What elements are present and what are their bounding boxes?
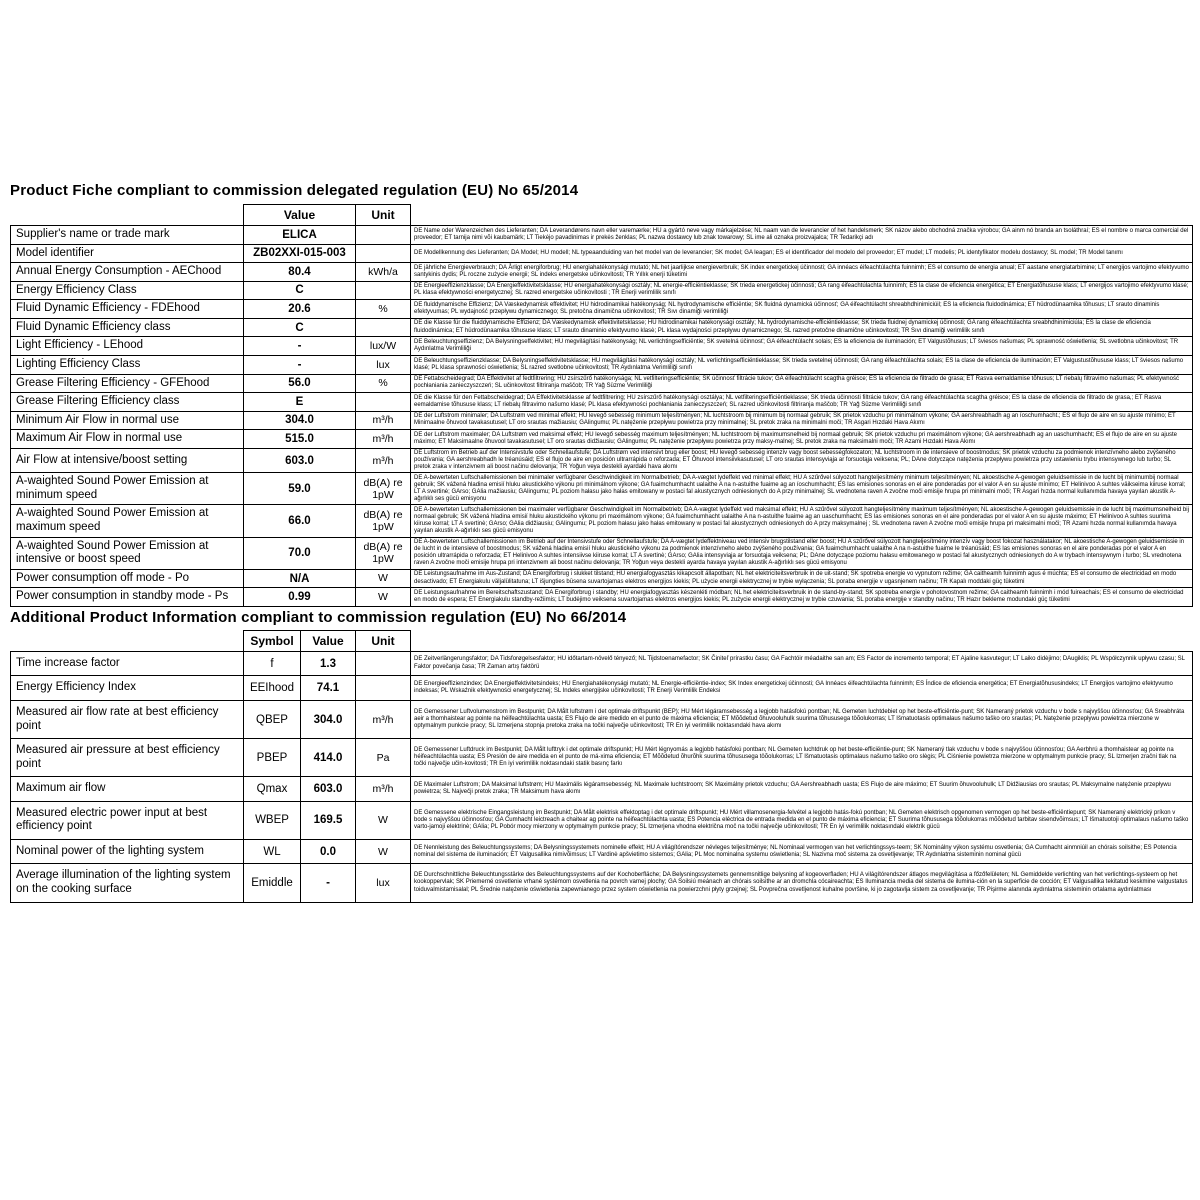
fiche-table	[10, 204, 1193, 607]
table-row	[11, 777, 1193, 802]
column-header-unit: Unit	[356, 630, 411, 651]
row-description: DE Modellkennung des Lieferanten; DA Model; HU modell; NL typeaanduiding van het model van de leverancier; SK model; GA leagan; ES el identificador del modelo del proveedor; ET mudel; LT modelis; PL identyfikator modelu dostawcy; SL model; TR Model tanımı	[411, 244, 1193, 263]
row-value: -	[244, 355, 356, 374]
table-row	[11, 281, 1193, 300]
row-value: 603.0	[244, 448, 356, 473]
row-unit: dB(A) re 1pW	[356, 473, 411, 505]
row-label: Energy Efficiency Index	[11, 676, 244, 701]
row-label: A-waighted Sound Power Emission at minimum speed	[11, 473, 244, 505]
table-row	[11, 244, 1193, 263]
row-value: 80.4	[244, 263, 356, 282]
table-row	[11, 588, 1193, 607]
additional-info-title: Additional Product Information compliant to commission regulation (EU) No 66/2014	[10, 608, 627, 626]
table-row	[11, 263, 1193, 282]
row-description: DE fluiddynamische Effizienz; DA Væskedynamisk effektivitet; HU hidrodinamikai hatékonyság; NL hydrodynamische efficiëntie; SK fluidná dynamická účinnosť; GA éifeachtúlacht shreabhdhinimiciúil; ES la eficiencia fluidodinámica; ET hüdrodünaamika tõhusus; LT srauto dinaminis efektyvumas; PL wydajność przepływu dynamicznego; SL pretočna dinamična učinkovitost; TR Sıvı dinamiği verimliliği	[411, 300, 1193, 319]
row-label: Grease Filtering Efficiency class	[11, 393, 244, 412]
row-value: 304.0	[244, 411, 356, 430]
table-row	[11, 801, 1193, 839]
row-label: Measured air flow rate at best efficiency point	[11, 700, 244, 738]
row-unit: lux	[356, 355, 411, 374]
row-label: A-waighted Sound Power Emission at maximum speed	[11, 505, 244, 537]
row-unit	[356, 226, 411, 245]
row-value: 414.0	[301, 739, 356, 777]
table-row	[11, 374, 1193, 393]
row-label: Grease Filtering Efficiency - GFEhood	[11, 374, 244, 393]
row-description: DE A-bewerteten Luftschallemissionen im Betrieb auf der Intensivstufe oder Schnellaufstufe; DA A-vægtet lydeffektniveau ved intensiv brugstilstand eller boost; HU A szűrővel súlyozott hangteljesítmény intenzív vagy boost fokozat használatakor; NL akoestische A-gewogen geluidsemissie in de lucht in de intensieve of boostmodus; SK vážená hladina emisií hluku akustického výkonu za podmienok intenzívneho alebo zvýšeného používania; GA fuaimchumhacht ualaithe A na n-astuithe fuaime le tréanúsáid; ES las emisiones sonoras en el aire ponderadas por el valor A en posición ultrarrápida o reforzada; ET Helinivoo A suhtes intensiivse kiiruse korral; LT A svertinė; GArso; GAlia intensyviąja ar forsuotąja veiksena; PL; DAne dotyczące poziomu hałasu emitowanego w postaci fal akustycznych odniesionych do A w trybach intensywnym i turbo; SL vrednotena raven A zvočne moči emisije hrupa pri intenzivnem ali boost načinu delovanja; TR Yoğun veya destekli ayarda havaya yayılan akustik A-ağırlıklı ses gücü emisyonu	[411, 537, 1193, 569]
row-unit: kWh/a	[356, 263, 411, 282]
row-label: Air Flow at intensive/boost setting	[11, 448, 244, 473]
row-label: Fluid Dynamic Efficiency class	[11, 318, 244, 337]
row-unit: dB(A) re 1pW	[356, 537, 411, 569]
row-unit: W	[356, 801, 411, 839]
row-description: DE der Luftstrom maximaler; DA Luftstrøm ved maksimal effekt; HU levegő sebesség maximum teljesítményen; NL luchtstroom bij maximumsnelheid bij normaal gebruik; SK prietok vzduchu pri maximálnom výkone; GA aershreabhadh ag an uaschumhacht; ES el flujo de aire en su ajuste máximo; ET Maksimaalne õhuvool tavakasutusel; LT oro srautas didžiausiu; GAlingumu; PL natężenie przepływu powietrza przy maksy-malnej; SL pretok zraka na maksimalni moči; TR Azami Hızdaki Hava Akımı	[411, 430, 1193, 449]
row-value: 20.6	[244, 300, 356, 319]
fiche-table-header-row	[11, 205, 1193, 226]
table-row	[11, 318, 1193, 337]
row-description: DE Zeitverlängerungsfaktor; DA Tidsforøgelsesfaktor; HU időtartam-növelő tényező; NL Tijdstoenamefactor; SK Činiteľ prírastku času; GA Fachtóir méadaithe san am; ES Factor de incremento temporal; ET Ajaline kasvutegur; LT Laiko didėjimo; DAugiklis; PL Współczynnik upływu czasu; SL Faktor povečanja časa; TR Zaman artış faktörü	[411, 651, 1193, 676]
row-description: DE die Klasse für den Fettabscheidegrad; DA Effektivitetsklasse af fedtfiltrering; HU zsírszűrő hatékonysági osztálya; NL vetfilteringsefficiëntieklasse; SK trieda účinnosti filtrácie tukov; GA rang éifeachtúlachta scagtha gréisce; ES la clase de eficiencia de filtrado de grasa,; ET Rasva eemaldamise tõhususe klass; LT riebalų filtravimo našumo klasė; PL klasa efektywności pochłaniania zanieczyszczeń; SL razred učinkovitosti filtriranja maščob; TR Yağ Süzme Verimliliği sınıfı	[411, 393, 1193, 412]
row-unit: lux	[356, 864, 411, 902]
row-value: 74.1	[301, 676, 356, 701]
row-unit	[356, 244, 411, 263]
table-row	[11, 864, 1193, 902]
row-unit: m³/h	[356, 777, 411, 802]
row-label: Light Efficiency - LEhood	[11, 337, 244, 356]
row-value: 0.0	[301, 839, 356, 864]
row-label: Time increase factor	[11, 651, 244, 676]
row-value: 169.5	[301, 801, 356, 839]
row-description: DE der Luftstrom minimaler; DA Luftstrøm ved minimal effekt; HU levegő sebesség minimum teljesítményen; NL luchtstroom bij minimum bij normaal gebruik; SK prietok vzduchu pri minimálnom výkone; GA aershreabhadh ag an íoschumhacht.; ES el flujo de aire en su ajuste mínimo; ET Minimaalne õhuvool tavakasutusel; LT oro srautas mažiausiu; GAlingumu; PL natężenie przepływu powietrza przy minimalnej; SL pretok zraka na minimalni moči; TR Asgari Hızdaki Hava Akımı	[411, 411, 1193, 430]
row-symbol: WBEP	[244, 801, 301, 839]
row-symbol: PBEP	[244, 739, 301, 777]
row-description: DE Energieeffizienzindex; DA Energieffektivitetsindeks; HU Energiahatékonysági mutató; NL Energie-efficiëntie-index; SK Index energetickej účinnosti; GA Innéacs éifeachtúlachta fuinnimh; ES Índice de eficiencia energética; ET Energiatõhususindeks; LT Energijos vartojimo efektyvumo indeksas; PL Wskaźnik efektywności energetycznej; SL Indeks energijske učinkovitosti; TR Enerji Verimlilik Endeksi	[411, 676, 1193, 701]
row-unit: dB(A) re 1pW	[356, 505, 411, 537]
additional-table-header-row	[11, 630, 1193, 651]
table-row	[11, 473, 1193, 505]
row-description: DE Nennleistung des Beleuchtungssystems; DA Belysningssystemets nominelle effekt; HU A világítórendszer névleges teljesítménye; NL Nominaal vermogen van het verlichtingssys-teem; SK Nominálny výkon systému osvetlenia; GA Cumhacht ainmniúil an chórais soilsithe; ES Potencia nominal del sistema de iluminación; ET Valgusallika nimivõimsus; LT Vardinė apšvietimo sistemos; GAlia; PL Moc nominalna systemu oświetlenia; SL Nazivna moč sistema za osvetljevanje; TR Aydınlatma sisteminin nominal gücü	[411, 839, 1193, 864]
row-description: DE Gemessene elektrische Eingangsleistung im Bestpunkt; DA Målt elektrisk effektoptag i det optimale driftspunkt; HU Mért villamosenergia-felvétel a legjobb hatás-fokú pontban; NL Gemeten elektrisch opgenomen vermogen op het beste-efficiëntiepunt; SK Nameraný elektrický príkon v bode s najvyššou účinnosťou; GA Cumhacht leictreach a chaitear ag pointe na héifeachtúlachta uasta; ES Potencia eléctrica de entrada medida en el punto de máxima eficiencia; ET Suurima tõhususega töõolukorras mõõdetud tarbitav sisendvõimsus; LT Išmatuotoji optimalaus našumo taško varto-jamoji elektrinė; GAlia; PL Pobór mocy mierzony w optymalnym punkcie pracy; SL Izmerjena vhodna električna moč na točki največje učinkovitosti; TR En iyi verimlilik noktasındaki elektrik gücü	[411, 801, 1193, 839]
row-unit	[356, 281, 411, 300]
row-unit: W	[356, 588, 411, 607]
additional-info-table	[10, 630, 1193, 903]
row-description: DE Fettabscheidegrad; DA Effektivitet af fedtfiltrering; HU zsírszűrő hatékonysága; NL vetfilteringsefficiëntie; SK účinnosť filtrácie tukov; GA éifeachtúlacht scagtha gréisce; ES la eficiencia de filtrado de grasa; ET Rasva eemaldamise tõhusus; LT riebalų filtravimo našumas; PL efektywność pochłaniania zanieczyszczeń; SL učinkovitost filtriranja maščob; TR Yağ Süzme Verimliliği	[411, 374, 1193, 393]
row-label: Maximum air flow	[11, 777, 244, 802]
row-unit: m³/h	[356, 700, 411, 738]
table-row	[11, 537, 1193, 569]
row-unit: Pa	[356, 739, 411, 777]
row-label: Fluid Dynamic Efficiency - FDEhood	[11, 300, 244, 319]
row-symbol: Qmax	[244, 777, 301, 802]
row-label: Power consumption off mode - Po	[11, 569, 244, 588]
row-description: DE Energieeffizienzklasse; DA Energieffektivitetsklasse; HU energiahatékonysági osztály; NL energie-efficiëntieklasse; SK trieda energetickej účinnosti; GA rang éifeachtúlachta fuinnimh; ES la clase de eficiencia energética; ET Energiatõhususe klass; LT energijos vartojimo efektyvumo klasė; PL klasa efektywności energetycznej; SL razred energetske učinkovitosti ; TR Enerji verimlilik sınıfı	[411, 281, 1193, 300]
header-spacer	[411, 630, 1193, 651]
row-label: Maximum Air Flow in normal use	[11, 430, 244, 449]
row-unit	[356, 676, 411, 701]
row-label: A-waighted Sound Power Emission at intensive or boost speed	[11, 537, 244, 569]
table-row	[11, 393, 1193, 412]
row-value: 603.0	[301, 777, 356, 802]
row-description: DE die Klasse für die fluiddynamische Effizienz; DA Væskedynamisk effektivitetsklasse; HU hidrodinamikai hatékonysági osztály; NL hydrodynamische-efficiëntieklasse; SK trieda fluidnej dynamickej účinnosti; GA rang éifeachtúlachta sreabhdhinimiciúla; ES la clase de eficiencia fluidodinámica; ET hüdrodünaamika tõhususe klass; LT srauto dinaminio efektyvumo klasė; PL klasa wydajności przepływu dynamicznego; SL razred pretočne dinamične učinkovitosti; TR Sıvı dinamiği verimlilik sınıfı	[411, 318, 1193, 337]
column-header-symbol: Symbol	[244, 630, 301, 651]
row-description: DE Leistungsaufnahme im Bereitschaftszustand; DA Energiforbrug i standby; HU energiafogyasztás készenléti módban; NL het elektriciteitsverbruik in de stand-by-stand; SK spotreba energie v pohotovostnom režime; GA caitheamh fuinnimh i mód fuireachais; ES el consumo de electricidad en modo de espera; ET Energiakulu standby-režiimis; LT budėjimo veiksena suvartojamas elektros energijos kiekis; PL zużycie energii elektrycznej w trybie czuwania; SL poraba energije v standby načinu; TR Hazır bekleme modundaki güç tüketimi	[411, 588, 1193, 607]
row-value: 1.3	[301, 651, 356, 676]
row-label: Measured air pressure at best efficiency point	[11, 739, 244, 777]
row-unit: %	[356, 374, 411, 393]
row-description: DE Gemessener Luftdruck im Bestpunkt; DA Målt lufttryk i det optimale driftspunkt; HU Mért légnyomás a legjobb hatásfokú pontban; NL Gemeten luchtdruk op het beste-efficiëntie-punt; SK Nameraný tlak vzduchu v bode s najvyššou účinnosťou; GA Aerbhrú a thomhaistear ag pointe na héifeachtúlachta uasta; ES Presión de aire medida en el punto de má-xima eficiencia; ET Mõõdetud õhurõhk suurima tõhususega töõolukorras; LT Išmatuotasis optimalaus našumo taško oro slėgis; PL Ciśnienie powietrza mierzone w optymalnym punkcie pracy; SL Izmerjen zračni tlak na točki največje učin-kovitosti; TR En iyi verimlilik noktasındaki statik basınç farkı	[411, 739, 1193, 777]
table-row	[11, 430, 1193, 449]
row-unit	[356, 651, 411, 676]
row-value: 70.0	[244, 537, 356, 569]
row-value: -	[301, 864, 356, 902]
row-description: DE Name oder Warenzeichen des Lieferanten; DA Leverandørens navn eller varemærke; HU a gyártó neve vagy márkajelzése; NL naam van de leverancier of het handelsmerk; SK názov alebo obchodná značka výrobcu; GA ainm nó branda an tsoláthraí; ES el nombre o marca comercial del proveedor; ET tarnija nimi või kaubamärk; LT Tiekėjo pavadinimas ir prekės ženklas; PL nazwa dostawcy lub znak towarowy; SL ime ali oznaka proizvajalca; TR Tedarikçi adı	[411, 226, 1193, 245]
row-label: Power consumption in standby mode - Ps	[11, 588, 244, 607]
row-label: Minimum Air Flow in normal use	[11, 411, 244, 430]
row-value: 515.0	[244, 430, 356, 449]
row-value: N/A	[244, 569, 356, 588]
row-unit: %	[356, 300, 411, 319]
row-unit: W	[356, 569, 411, 588]
row-label: Nominal power of the lighting system	[11, 839, 244, 864]
row-unit: lux/W	[356, 337, 411, 356]
table-row	[11, 839, 1193, 864]
row-value: 304.0	[301, 700, 356, 738]
row-description: DE Durchschnittliche Beleuchtungsstärke des Beleuchtungssystems auf der Kochoberfläche; DA Belysningssystemets gennemsnitlige belysning af kogeoverfladen; HU A világítórendszer átlagos megvilágítása a főzőfelületen; NL Gemiddelde verlichting van het verlichtings-systeem op het kookoppervlak; SK Priemerné osvetlenie vrhané systémom osvetlenia na povrch varnej plochy; GA Soilsiú meánach an chórais soilsithe ar an dromchla cócaireachta; ES Iluminancia media del sistema de ilumina-ción en la superficie de cocción; ET Valgusallika tekitatud keskmine valgustatus toiduvalmistamisalal; PL Średnie natężenie oświetlenia zapewnianego przez system oświetlenia na powierzchni płyty grzejnej; SL Povprečna osvetljenost kuhalne površine, ki jo zagotavlja sistem za osvetljevanje; TR Pişirme alanında aydınlatma sisteminin ortalama aydınlatması	[411, 864, 1193, 902]
row-symbol: EEIhood	[244, 676, 301, 701]
table-row	[11, 337, 1193, 356]
row-unit: m³/h	[356, 448, 411, 473]
row-description: DE Maximaler Luftstrom; DA Maksimal luftstrøm; HU Maximális légáramsebesség; NL Maximale luchtstroom; SK Maximálny prietok vzduchu; GA Aershreabhadh uasta; ES Flujo de aire máximo; ET Suurim õhuvooluhulk; LT Didžiausias oro srautas; PL Maksymalne natężenie przepływu powietrza; SL Največji pretok zraka; TR Maksimum hava akımı	[411, 777, 1193, 802]
row-symbol: f	[244, 651, 301, 676]
row-value: 0.99	[244, 588, 356, 607]
table-row	[11, 411, 1193, 430]
row-value: 66.0	[244, 505, 356, 537]
table-row	[11, 300, 1193, 319]
row-description: DE jährliche Energieverbrauch; DA Årligt energiforbrug; HU energiahatékonysági mutató; NL het jaarlijkse energieverbruik; SK index energetickej účinnosti; GA innéacs éifeachtúlachta fuinnimh; ES el consumo de energia anual; ET aastane energiatarbimine; LT energijos vartojimo efektyvumo santykinis dydis; PL roczne zużycie energii; SL indeks energetske učinkovitosti; TR Yıllık enerji tüketimi	[411, 263, 1193, 282]
row-value: 56.0	[244, 374, 356, 393]
row-unit	[356, 393, 411, 412]
row-value: ELICA	[244, 226, 356, 245]
row-value: 59.0	[244, 473, 356, 505]
row-description: DE A-bewerteten Luftschallemissionen bei maximaler verfügbarer Geschwindigkeit im Normalbetrieb; DA A-vægtet lydeffekt ved maksimal effekt; HU A szűrővel súlyozott hangteljesítmény maximum teljesítményen; NL akoestische A-gewogen geluidsemissie in de lucht bij maximumsnelheid bij normaal gebruik; SK vážená hladina emisií hluku akustického výkonu pri maximálnom výkone; GA fuaimchumhacht ualaithe A na n-astuithe fuaime ag an uaschumhacht; ES las emisiones sonoras en el aire ponderadas por el valor A en su ajuste máximo; ET Helinivoo A suhtes suurima kiiruse korral; LT A svertinė; GArso; GAlia didžiausiu; GAlingumu; PL poziom hałasu jako hałas emitowany w postaci fal akustycznych odniesionych do A przy maksymalnej ; SL vrednotena raven A zvočne moči emisije hrupa pri maksimalni moči; TR Azami hızda normal kullanımda havaya yayılan akustik A-ağırlıklı ses gücü emisyonu	[411, 505, 1193, 537]
row-description: DE Gemessener Luftvolumenstrom im Bestpunkt; DA Målt luftstrøm i det optimale driftspunkt (BEP); HU Mért légáramsebesség a legjobb hatásfokú pontban; NL Gemeten luchtdebiet op het beste-efficiëntie-punt; SK Nameraný prietok vzduchu v bode s najvyššou účinnosťou; GA Sreabhráta aeir a thomhaistear ag pointe na héifeachtúlachta uasta; ES Flujo de aire medido en el punto de máxima eficiencia; ET Mõõdetud õhuvooluhulk suurima tõhususega töõolukorras; LT Išmatuotasis optimalaus našumo taško oro srautas; PL Natężenie przepływu powietrza mierzone w optymalnym punkcie pracy; SL Izmerjena stopnja pretoka zraka na točki največje učinkovitosti; TR En iyi verimlilik noktasındaki hava akımı	[411, 700, 1193, 738]
header-spacer	[411, 205, 1193, 226]
row-value: C	[244, 281, 356, 300]
row-unit: m³/h	[356, 411, 411, 430]
table-row	[11, 505, 1193, 537]
row-symbol: WL	[244, 839, 301, 864]
row-description: DE Beleuchtungseffizienz; DA Belysningseffektivitet; HU megvilágítási hatékonyság; NL verlichtingsefficiëntie; SK svetelná účinnosť; GA éifeachtúlacht solais; ES la eficiencia de iluminación; ET Valgustõhusus; LT šviesos našumas; PL sprawność oświetlenia; SL svetlobna učinkovitost; TR Aydınlatma Verimliliği	[411, 337, 1193, 356]
column-header-unit: Unit	[356, 205, 411, 226]
row-unit	[356, 318, 411, 337]
fiche-title: Product Fiche compliant to commission delegated regulation (EU) No 65/2014	[10, 182, 579, 199]
column-header-value: Value	[244, 205, 356, 226]
row-value: C	[244, 318, 356, 337]
row-label: Energy Efficiency Class	[11, 281, 244, 300]
row-value: E	[244, 393, 356, 412]
table-row	[11, 739, 1193, 777]
column-header-value: Value	[301, 630, 356, 651]
header-spacer	[11, 630, 244, 651]
row-label: Annual Energy Consumption - AEChood	[11, 263, 244, 282]
row-value: -	[244, 337, 356, 356]
row-description: DE Luftstrom im Betrieb auf der Intensivstufe oder Schnellaufstufe; DA Luftstrøm ved intensivt brug eller boost; HU levegő sebesség intenzív vagy boost sebességfokozaton; NL luchtstroom in de intensieve of boostmodus; SK prietok vzduchu za podmienok intenzívneho alebo zvýšeného používania; GA aershreabhadh le tréanúsáid; ES el flujo de aire en posición ultrarrápida o reforzada; ET Õhuvool intensiivkasutusel; LT oro srautas intensyviąja ar forsuotąja veiksena; PL; DAne dotyczące natężenia przepływu powietrza przy ustawieniu trybu intensywnego lub turbo; SL pretok zraka v intenzivnem ali boost načinu delovanja; TR Yoğun veya destekli ayardaki hava akımı	[411, 448, 1193, 473]
row-symbol: Emiddle	[244, 864, 301, 902]
table-row	[11, 676, 1193, 701]
row-label: Average illumination of the lighting system on the cooking surface	[11, 864, 244, 902]
table-row	[11, 651, 1193, 676]
row-label: Lighting Efficiency Class	[11, 355, 244, 374]
table-row	[11, 700, 1193, 738]
row-label: Model identifier	[11, 244, 244, 263]
row-description: DE Leistungsaufnahme im Aus-Zustand; DA Energiforbrug i slukket tilstand; HU energiafogyasztás kikapcsolt állapotban; NL het elektriciteitsverbruik in de uit-stand; SK spotreba energie vo vypnutom režime; GA caitheamh fuinnimh agus é múchta; ES el consumo de electricidad en modo desactivado; ET Energiakulu väljalülitatuna; LT išjungties būsena suvartojamas elektros energijos kiekis; PL użycie energii elektrycznej w trybie wyłączenia; SL poraba energije v ugasnjenem načinu; TR Kapalı moddaki güç tüketimi	[411, 569, 1193, 588]
row-value: ZB02XXI-015-003	[244, 244, 356, 263]
row-description: DE A-bewerteten Luftschallemissionen bei minimaler verfügbarer Geschwindigkeit im Normalbetrieb; DA A-vægtet lydeffekt ved minimal effekt; HU A szűrővel súlyozott hangteljesítmény minimum teljesítményen; NL akoestische A-gewogen geluidsemissie in de lucht bij minimumbij normaal gebruik; SK vážená hladina emisií hluku akustického výkonu pri minimálnom výkone; GA fuaimchumhacht ualaithe A na n-astuithe fuaime ag an íoschumhacht; ES las emisiones sonoras en el aire ponderadas por el valor A en su ajuste mínimo; ET Helinivoo A suhtes väikseima kiiruse korral; LT A svertinė; GArso; GAlia mažiausiu; GAlingumu; PL poziom hałasu jako hałas emitowany w postaci fal akustycznych odniesionych do A przy minimalnej; SL vrednotena raven A zvočne moči emisije hrupa pri minimalni moči; TR Asgari hızda normal kullanımda havaya yayılan akustik A-ağırlıklı ses gücü emisyonu	[411, 473, 1193, 505]
table-row	[11, 448, 1193, 473]
row-label: Measured electric power input at best efficiency point	[11, 801, 244, 839]
row-unit: W	[356, 839, 411, 864]
table-row	[11, 355, 1193, 374]
row-symbol: QBEP	[244, 700, 301, 738]
header-spacer	[11, 205, 244, 226]
table-row	[11, 226, 1193, 245]
row-description: DE Beleuchtungseffizienzklasse; DA Belysningseffektivitetsklasse; HU megvilágítási hatékonysági osztály; NL verlichtingsefficiëntieklasse; SK trieda svetelnej účinnosti; GA rang éifeachtúlachta solais; ES la clase de eficiencia de iluminación; ET Valgustustõhususe klass; LT šviesos našumo klasė; PL klasa sprawności oświetlenia; SL razred svetlobne učinkovitosti; TR Aydınlatma Verimliliği sınıfı	[411, 355, 1193, 374]
row-label: Supplier's name or trade mark	[11, 226, 244, 245]
table-row	[11, 569, 1193, 588]
row-unit: m³/h	[356, 430, 411, 449]
